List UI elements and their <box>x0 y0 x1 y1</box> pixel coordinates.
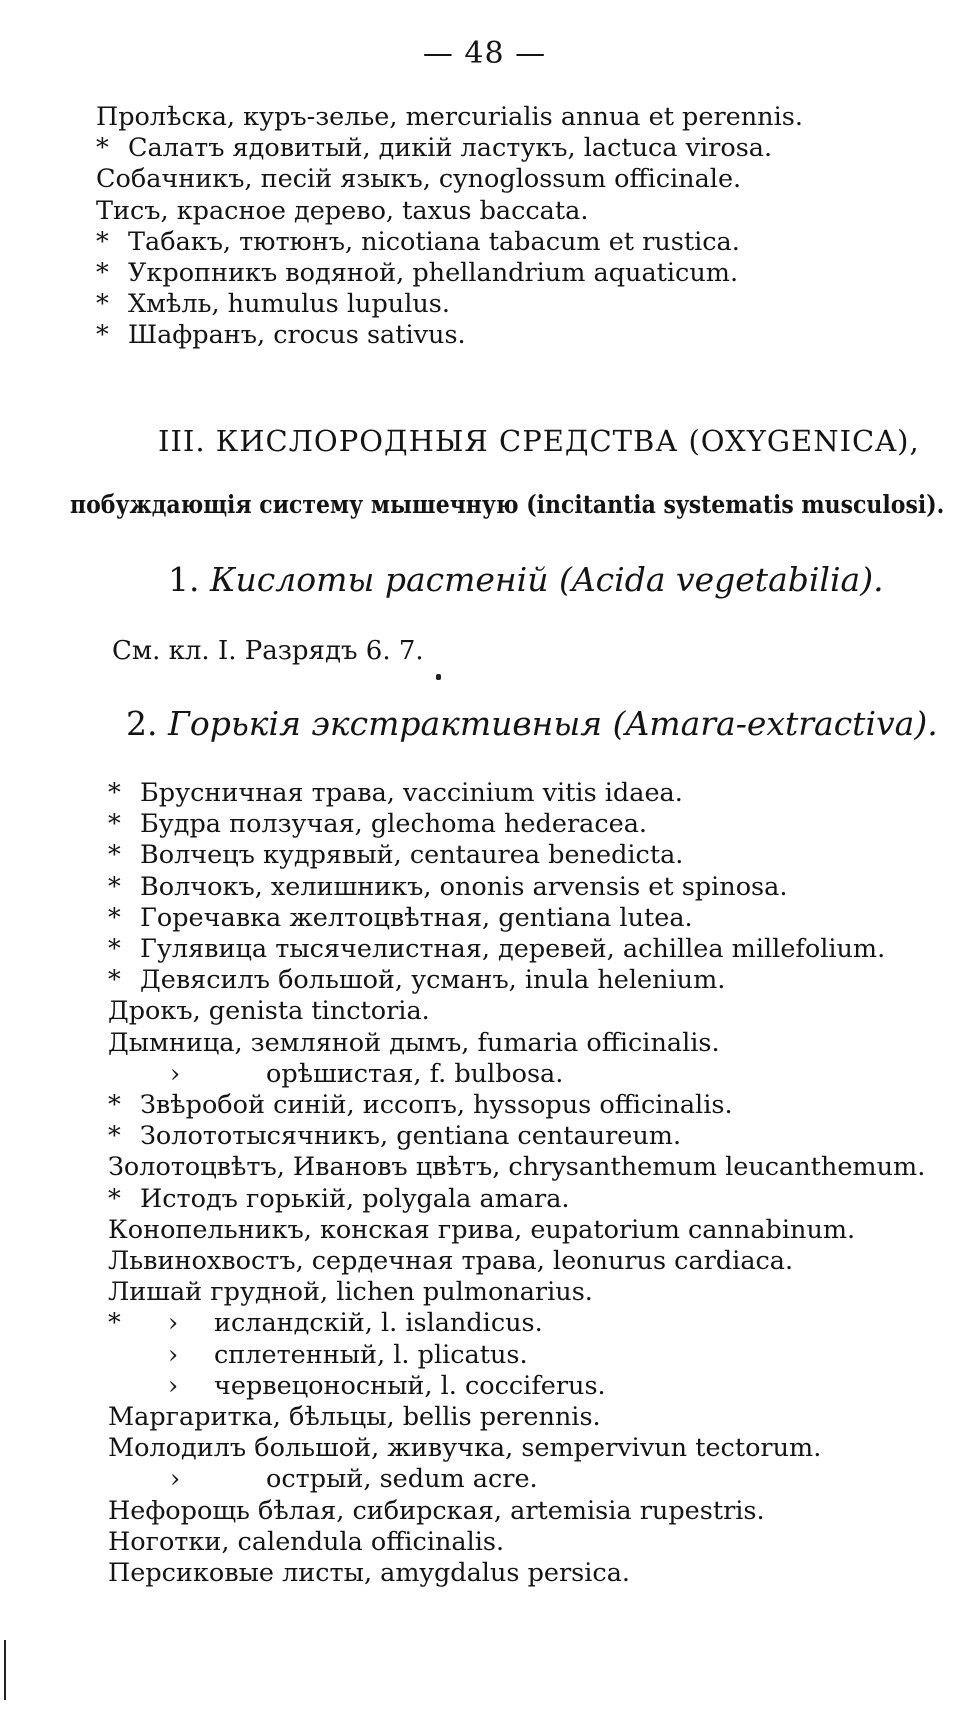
list-item <box>108 1277 593 1307</box>
entry-text: Золототысячникъ, gentiana centaureum. <box>140 1121 682 1152</box>
list-item <box>108 934 885 964</box>
asterisk-mark: * <box>108 965 121 996</box>
list-item <box>108 996 430 1026</box>
list-item <box>96 227 740 257</box>
list-item <box>108 1340 528 1370</box>
entry-text: Гулявица тысячелистная, деревей, achillea millefolium. <box>140 934 886 964</box>
subsection-2-heading <box>126 704 938 743</box>
entry-text: Персиковые листы, amygdalus persica. <box>108 1558 631 1588</box>
asterisk-mark: * <box>96 258 109 288</box>
list-item <box>96 289 450 319</box>
entry-text: Собачникъ, песiй языкъ, cynoglossum officinale. <box>96 164 742 195</box>
asterisk-mark: * <box>108 934 121 964</box>
list-item <box>108 1215 855 1245</box>
entry-text: Салатъ ядовитый, дикiй ластукъ, lactuca virosa. <box>128 133 773 164</box>
entry-text: Истодъ горькiй, polygala amara. <box>140 1183 570 1214</box>
list-item <box>108 872 787 902</box>
asterisk-mark: * <box>108 840 121 871</box>
entry-text: орѣшистая, f. bulbosa. <box>266 1058 564 1089</box>
list-item <box>108 1308 543 1338</box>
list-item <box>108 1121 681 1151</box>
asterisk-mark: * <box>108 1090 121 1120</box>
list-item <box>96 196 588 226</box>
entry-text: Тисъ, красное дерево, taxus baccata. <box>96 195 589 226</box>
entry-text: Девясилъ большой, усманъ, inula helenium. <box>140 965 726 996</box>
margin-mark <box>2 1640 8 1700</box>
entry-text: червецоносный, l. cocciferus. <box>214 1370 606 1401</box>
subsection-1-heading <box>168 560 884 599</box>
list-item <box>108 965 725 995</box>
entry-text: Брусничная трава, vaccinium vitis idaea. <box>140 778 683 808</box>
ditto-mark: › <box>168 1308 179 1339</box>
list-item <box>108 840 683 870</box>
entry-text: Укропникъ водяной, phellandrium aquaticum. <box>128 258 739 288</box>
list-item <box>108 1246 793 1276</box>
asterisk-mark: * <box>108 809 121 840</box>
list-item <box>96 320 466 350</box>
asterisk-mark: * <box>96 226 109 257</box>
entry-text: Львинохвостъ, сердечная трава, leonurus cardiaca. <box>108 1246 794 1276</box>
list-item <box>108 1371 606 1401</box>
asterisk-mark: * <box>108 778 121 808</box>
entry-text: Золотоцвѣтъ, Ивановъ цвѣтъ, chrysanthemum leucanthemum. <box>108 1152 926 1183</box>
list-item <box>108 1028 720 1058</box>
section-title: III. КИСЛОРОДНЫЯ СРЕДСТВА (OXYGENICA), <box>158 424 920 458</box>
list-item <box>96 133 772 163</box>
list-item <box>108 1184 570 1214</box>
list-item <box>108 1527 504 1557</box>
ditto-mark: › <box>170 1464 181 1495</box>
asterisk-mark: * <box>96 320 109 351</box>
entry-text: Пролѣска, куръ-зелье, mercurialis annua et perennis. <box>96 102 803 132</box>
subsection-1-number: 1. <box>168 560 200 599</box>
crossref: См. кл. I. Разрядъ 6. 7. <box>112 636 424 666</box>
list-item <box>108 1402 601 1432</box>
entry-text: Маргаритка, бѣльцы, bellis perennis. <box>108 1402 601 1432</box>
entry-text: Лишай грудной, lichen pulmonarius. <box>108 1277 593 1308</box>
asterisk-mark: * <box>108 871 121 902</box>
list-item <box>108 903 693 933</box>
asterisk-mark: * <box>108 1121 121 1152</box>
entry-text: Конопельникъ, конская грива, eupatorium cannabinum. <box>108 1214 856 1245</box>
entry-text: Табакъ, тютюнъ, nicotiana tabacum et rustica. <box>128 226 740 257</box>
list-item <box>108 1433 821 1463</box>
list-item <box>108 778 683 808</box>
ditto-mark: › <box>170 1058 181 1089</box>
section-subtitle: побуждающiя систему мышечную (incitantia systematis musculosi). <box>70 490 945 519</box>
entry-text: Волчокъ, хелишникъ, ononis arvensis et spinosa. <box>140 871 788 902</box>
entry-text: Звѣробой синiй, иссопъ, hyssopus officinalis. <box>140 1090 733 1120</box>
subsection-2-title: Горькiя экстрактивныя (Amara-extractiva). <box>168 704 938 743</box>
ditto-mark: › <box>168 1339 179 1370</box>
asterisk-mark: * <box>108 902 121 933</box>
entry-text: Шафранъ, crocus sativus. <box>128 320 466 351</box>
asterisk-mark: * <box>108 1308 121 1339</box>
list-item <box>108 1059 563 1089</box>
list-item <box>108 1152 925 1182</box>
entry-text: Дрокъ, genista tinctoria. <box>108 996 430 1027</box>
list-item <box>108 1464 538 1494</box>
entry-text: Волчецъ кудрявый, centaurea benedicta. <box>140 840 684 871</box>
entry-text: Хмѣль, humulus lupulus. <box>128 289 450 320</box>
list-item <box>108 1496 765 1526</box>
entry-text: Горечавка желтоцвѣтная, gentiana lutea. <box>140 902 693 933</box>
list-item <box>108 1090 733 1120</box>
list-item <box>108 1558 630 1588</box>
ditto-mark: › <box>168 1370 179 1401</box>
list-item <box>96 258 738 288</box>
asterisk-mark: * <box>96 133 109 164</box>
entry-text: острый, sedum acre. <box>266 1464 538 1495</box>
entry-text: исландскiй, l. islandicus. <box>214 1308 543 1339</box>
stray-dot <box>436 674 441 680</box>
entry-text: Будра ползучая, glechoma hederacea. <box>140 809 648 840</box>
list-item <box>96 102 803 132</box>
entry-text: Нефорощь бѣлая, сибирская, artemisia rupestris. <box>108 1495 765 1526</box>
entry-text: сплетенный, l. plicatus. <box>214 1339 528 1370</box>
list-item <box>96 164 741 194</box>
subsection-2-number: 2. <box>126 704 158 743</box>
asterisk-mark: * <box>96 289 109 320</box>
entry-text: Дымница, земляной дымъ, fumaria officinalis. <box>108 1027 720 1058</box>
entry-text: Молодилъ большой, живучка, sempervivun tectorum. <box>108 1433 822 1464</box>
asterisk-mark: * <box>108 1183 121 1214</box>
subsection-1-title: Кислоты растенiй (Acida vegetabilia). <box>210 560 884 599</box>
list-item <box>108 809 647 839</box>
entry-text: Ноготки, calendula officinalis. <box>108 1526 505 1557</box>
page-number: — 48 — <box>422 36 547 71</box>
